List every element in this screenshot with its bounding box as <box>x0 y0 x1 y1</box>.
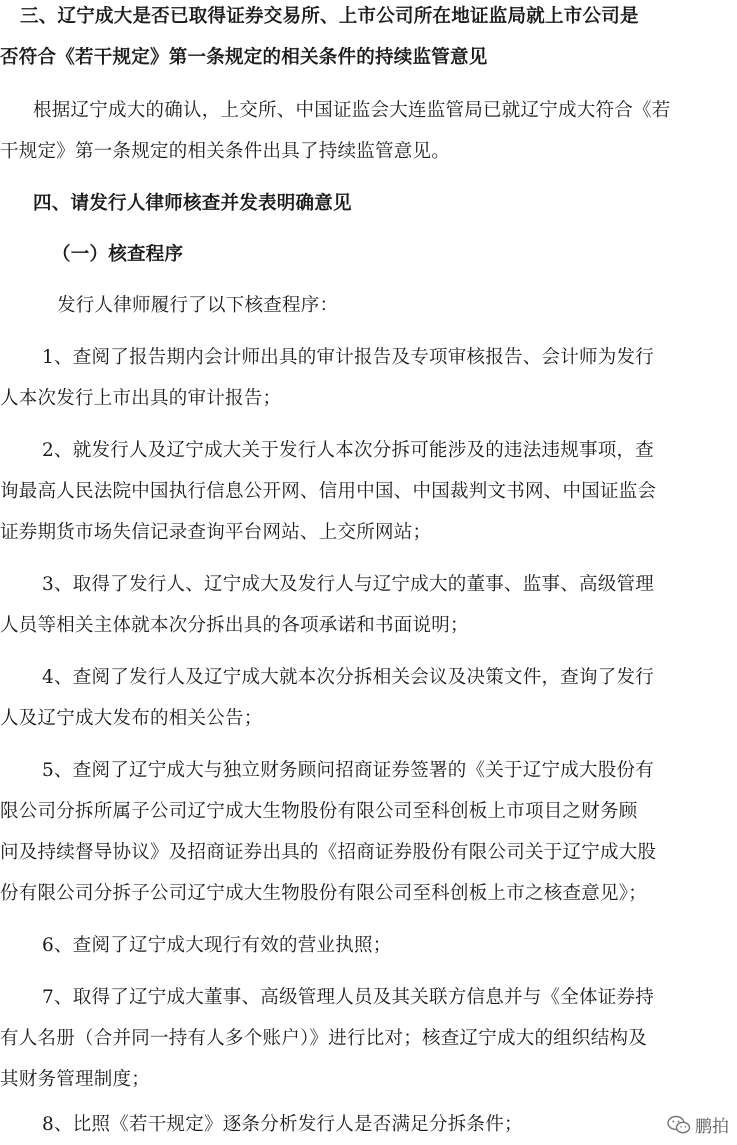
list-item-2-line-3: 证券期货市场失信记录查询平台网站、上交所网站； <box>0 522 432 543</box>
heading-3-line-1: 三、辽宁成大是否已取得证券交易所、上市公司所在地证监局就上市公司是 <box>20 6 639 27</box>
list-item-5-line-1: 5、查阅了辽宁成大与独立财务顾问招商证券签署的《关于辽宁成大股份有 <box>42 760 655 781</box>
heading-3-line-2: 否符合《若干规定》第一条规定的相关条件的持续监管意见 <box>0 47 488 68</box>
list-item-6-line-1: 6、查阅了辽宁成大现行有效的营业执照； <box>42 935 392 956</box>
list-item-7-line-3: 其财务管理制度； <box>0 1069 151 1090</box>
list-item-4-line-1: 4、查阅了发行人及辽宁成大就本次分拆相关会议及决策文件，查询了发行 <box>42 667 655 688</box>
list-item-1-line-2: 人本次发行上市出具的审计报告； <box>0 388 282 409</box>
list-item-7-line-1: 7、取得了辽宁成大董事、高级管理人员及其关联方信息并与《全体证券持 <box>42 987 655 1008</box>
watermark <box>667 1112 729 1137</box>
paragraph-line: 干规定》第一条规定的相关条件出具了持续监管意见。 <box>0 141 451 162</box>
list-item-2-line-1: 2、就发行人及辽宁成大关于发行人本次分拆可能涉及的违法违规事项，查 <box>42 440 655 461</box>
list-item-7-line-2: 有人名册（合并同一持有人多个账户）》进行比对；核查辽宁成大的组织结构及 <box>0 1028 648 1049</box>
list-item-2-line-2: 询最高人民法院中国执行信息公开网、信用中国、中国裁判文书网、中国证监会 <box>0 481 657 502</box>
list-item-3-line-1: 3、取得了发行人、辽宁成大及发行人与辽宁成大的董事、监事、高级管理 <box>42 574 655 595</box>
subheading-procedures: （一）核查程序 <box>52 244 184 265</box>
list-item-8-line-1: 8、比照《若干规定》逐条分析发行人是否满足分拆条件； <box>42 1114 523 1135</box>
list-item-4-line-2: 人及辽宁成大发布的相关公告； <box>0 708 263 729</box>
heading-4: 四、请发行人律师核查并发表明确意见 <box>33 193 352 214</box>
paragraph-line: 发行人律师履行了以下核查程序： <box>57 295 339 316</box>
list-item-5-line-2: 限公司分拆所属子公司辽宁成大生物股份有限公司至科创板上市项目之财务顾 <box>0 801 638 822</box>
list-item-5-line-4: 份有限公司分拆子公司辽宁成大生物股份有限公司至科创板上市之核查意见》； <box>0 883 648 904</box>
list-item-1-line-1: 1、查阅了报告期内会计师出具的审计报告及专项审核报告、会计师为发行 <box>42 347 655 368</box>
paragraph-line: 根据辽宁成大的确认，上交所、中国证监会大连监管局已就辽宁成大符合《若 <box>33 100 671 121</box>
list-item-5-line-3: 问及持续督导协议》及招商证券出具的《招商证券股份有限公司关于辽宁成大股 <box>0 842 657 863</box>
watermark-text: 鹏拍 <box>695 1117 729 1137</box>
wechat-icon <box>667 1115 691 1135</box>
list-item-3-line-2: 人员等相关主体就本次分拆出具的各项承诺和书面说明； <box>0 615 469 636</box>
